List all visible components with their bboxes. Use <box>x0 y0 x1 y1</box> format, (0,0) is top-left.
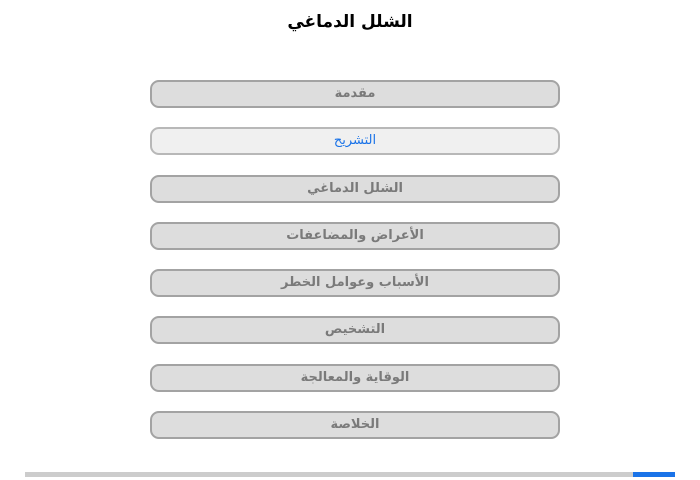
menu-item-summary[interactable]: الخلاصة <box>150 411 560 439</box>
menu-item-symptoms-complications[interactable]: الأعراض والمضاعفات <box>150 222 560 250</box>
menu-item-diagnosis[interactable]: التشخيص <box>150 316 560 344</box>
progress-bar-fill <box>633 472 675 477</box>
menu-item-anatomy[interactable]: التشريح <box>150 127 560 155</box>
menu-item-prevention-treatment[interactable]: الوقاية والمعالجة <box>150 364 560 392</box>
menu-item-introduction[interactable]: مقدمة <box>150 80 560 108</box>
menu-item-cerebral-palsy[interactable]: الشلل الدماغي <box>150 175 560 203</box>
menu-item-causes-risk-factors[interactable]: الأسباب وعوامل الخطر <box>150 269 560 297</box>
chapter-menu <box>150 80 560 458</box>
page-title: الشلل الدماغي <box>287 12 413 32</box>
progress-bar <box>25 472 675 477</box>
